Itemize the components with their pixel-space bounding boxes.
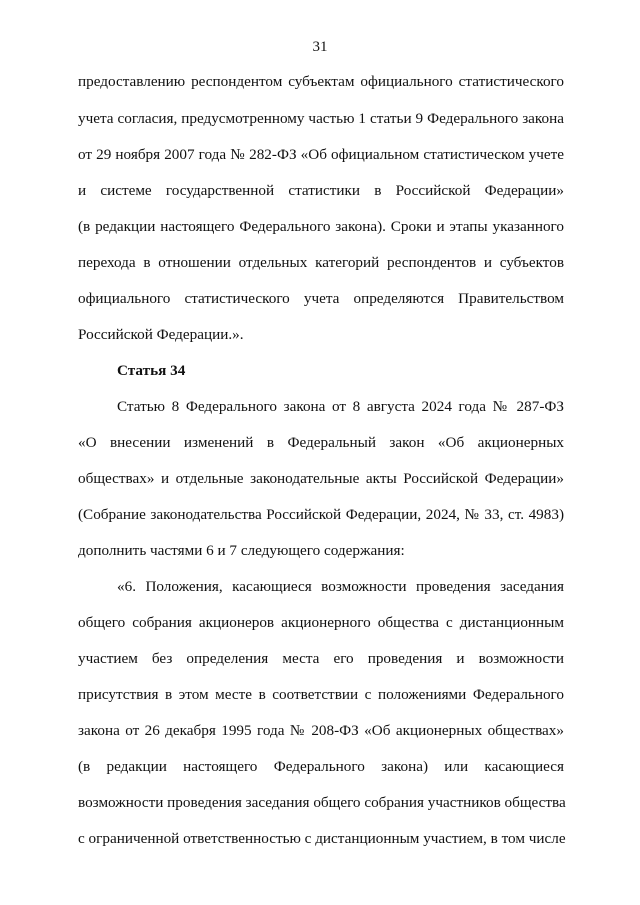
article-heading: Статья 34 — [117, 362, 186, 379]
text-line: дополнить частями 6 и 7 следующего содержания: — [78, 542, 405, 559]
text-line: и системе государственной статистики в Российской Федерации» — [78, 182, 564, 199]
text-line: присутствия в этом месте в соответствии с положениями Федерального — [78, 686, 564, 703]
text-line: официального статистического учета определяются Правительством — [78, 290, 564, 307]
text-line: (в редакции настоящего Федерального закона). Сроки и этапы указанного — [78, 218, 564, 235]
text-line: Статью 8 Федерального закона от 8 августа 2024 года № 287-ФЗ — [117, 398, 564, 415]
text-line: (в редакции настоящего Федерального закона) или касающиеся — [78, 758, 564, 775]
text-line: возможности проведения заседания общего собрания участников общества — [78, 794, 566, 811]
text-line: «О внесении изменений в Федеральный закон «Об акционерных — [78, 434, 564, 451]
text-line: (Собрание законодательства Российской Федерации, 2024, № 33, ст. 4983) — [78, 506, 564, 523]
text-line: закона от 26 декабря 1995 года № 208-ФЗ «Об акционерных обществах» — [78, 722, 564, 739]
text-line: общего собрания акционеров акционерного общества с дистанционным — [78, 614, 564, 631]
text-line: перехода в отношении отдельных категорий респондентов и субъектов — [78, 254, 564, 271]
text-line: обществах» и отдельные законодательные акты Российской Федерации» — [78, 470, 564, 487]
text-line: учета согласия, предусмотренному частью 1 статьи 9 Федерального закона — [78, 110, 564, 127]
page-number: 31 — [312, 39, 328, 55]
text-line: «6. Положения, касающиеся возможности проведения заседания — [117, 578, 564, 595]
text-line: Российской Федерации.». — [78, 326, 244, 343]
text-line: от 29 ноября 2007 года № 282-ФЗ «Об официальном статистическом учете — [78, 146, 564, 163]
text-line: предоставлению респондентом субъектам официального статистического — [78, 73, 564, 90]
text-line: участием без определения места его проведения и возможности — [78, 650, 564, 667]
text-line: с ограниченной ответственностью с дистанционным участием, в том числе — [78, 830, 566, 847]
